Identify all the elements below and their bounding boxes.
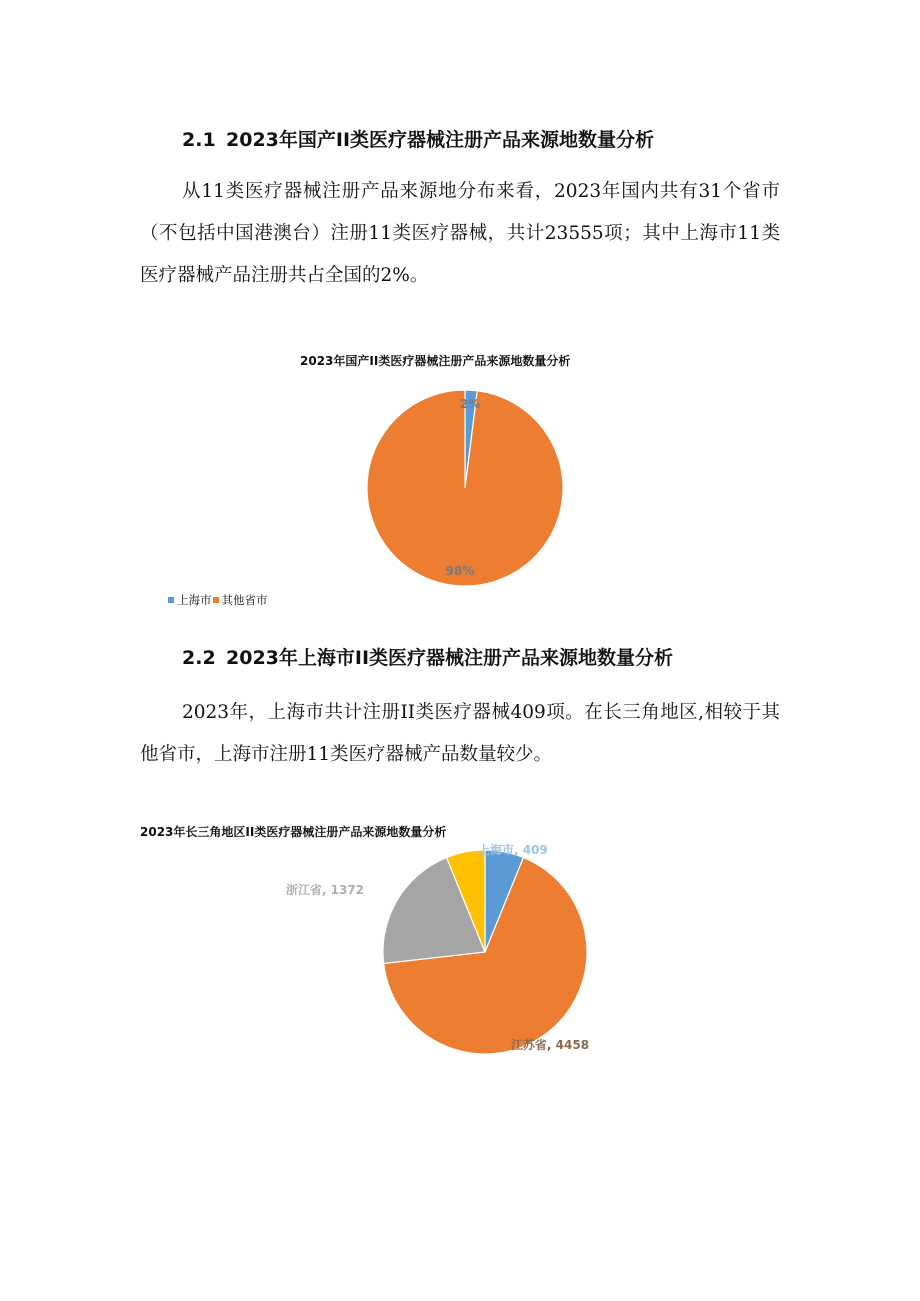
pie-data-label-上海市: 2% bbox=[459, 397, 481, 411]
chart-2-title: 2023年长三角地区II类医疗器械注册产品来源地数量分析 bbox=[140, 825, 447, 839]
section-title: 2023年国产II类医疗器械注册产品来源地数量分析 bbox=[226, 129, 655, 151]
pie-slice-其他省市 bbox=[367, 390, 563, 586]
legend-swatch-shanghai bbox=[168, 597, 174, 603]
section-number: 2.1 bbox=[182, 129, 216, 151]
section-paragraph-2: 2023年，上海市共计注册II类医疗器械409项。在长三角地区,相较于其他省市，上海市注册11类医疗器械产品数量较少。 bbox=[140, 702, 780, 765]
chart-1-title: 2023年国产II类医疗器械注册产品来源地数量分析 bbox=[300, 354, 571, 368]
pie-chart-national bbox=[365, 388, 565, 588]
chart-1-legend bbox=[168, 592, 268, 608]
pie-data-label-其他省市: 98% bbox=[445, 564, 475, 578]
pie-data-label-上海市: 上海市, 409 bbox=[478, 843, 548, 857]
section-paragraph-1: 从11类医疗器械注册产品来源地分布来看，2023年国内共有31个省市（不包括中国港澳台）注册11类医疗器械，共计23555项；其中上海市11类医疗器械产品注册共占全国的2%。 bbox=[140, 181, 780, 286]
legend-label-shanghai: 上海市 bbox=[177, 593, 212, 607]
legend-label-others: 其他省市 bbox=[221, 593, 268, 607]
legend-swatch-others bbox=[213, 597, 219, 603]
pie-chart-yangtze-delta bbox=[285, 840, 630, 1060]
section-number: 2.2 bbox=[182, 647, 216, 669]
pie-data-label-江苏省: 江苏省, 4458 bbox=[510, 1038, 590, 1052]
section-heading-2-1 bbox=[182, 125, 654, 152]
section-heading-2-2 bbox=[182, 643, 673, 670]
section-title: 2023年上海市II类医疗器械注册产品来源地数量分析 bbox=[226, 647, 674, 669]
pie-data-label-浙江省: 浙江省, 1372 bbox=[285, 883, 364, 897]
